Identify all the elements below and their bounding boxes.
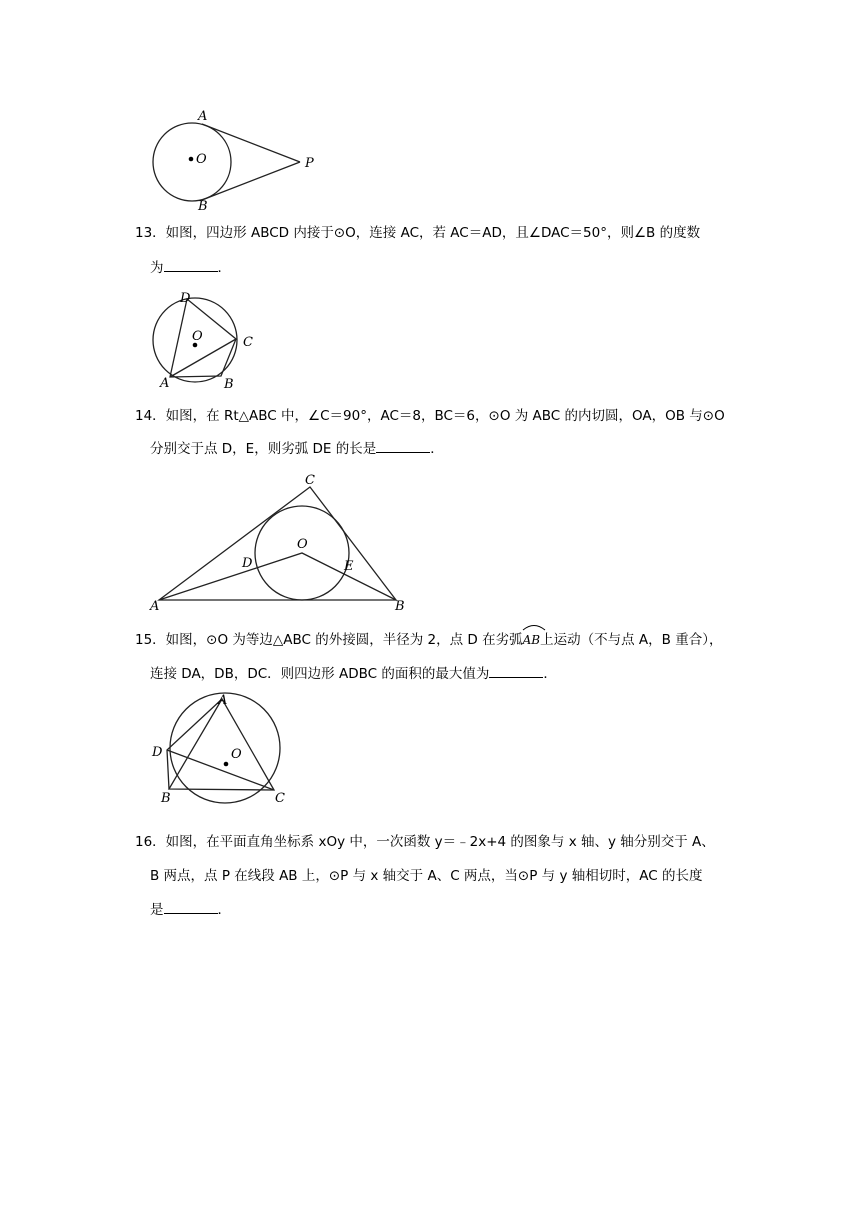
arc-ab-label: AB [522, 633, 541, 647]
label-a: A [150, 599, 160, 614]
q14-suffix: ． [430, 441, 444, 457]
label-o: O [192, 329, 203, 344]
q16-suffix: ． [217, 902, 231, 918]
question-14-line1: 14．如图，在 Rt△ABC 中，∠C＝90°，AC＝8，BC＝6，⊙O 为 ABC 的内切圆，OA，OB 与⊙O [135, 408, 725, 424]
tangent-figure [140, 105, 330, 215]
arc-mark-icon [522, 623, 546, 631]
cyclic-quadrilateral-figure [150, 290, 265, 390]
answer-blank[interactable] [376, 438, 430, 453]
label-b: B [161, 791, 171, 806]
label-a: A [218, 693, 228, 708]
label-o: O [196, 152, 207, 167]
answer-blank[interactable] [164, 257, 218, 272]
label-b: B [224, 377, 234, 392]
center-dot [189, 157, 194, 162]
label-p: P [305, 156, 314, 171]
q15-text-b: 上运动（不与点 A，B 重合）， [540, 632, 723, 648]
triangle-abc [159, 487, 396, 600]
label-b: B [198, 199, 208, 214]
label-o: O [231, 747, 242, 762]
question-15-line2 [150, 663, 557, 685]
tangent-pb [202, 162, 300, 200]
q15-prefix: 连接 DA，DB，DC．则四边形 ADBC 的面积的最大值为 [150, 666, 490, 682]
q15-text-a: 15．如图，⊙O 为等边△ABC 的外接圆，半径为 2，点 D 在劣弧 [135, 632, 523, 648]
question-13-line1: 13．如图，四边形 ABCD 内接于⊙O，连接 AC，若 AC＝AD，且∠DAC＝50°，则∠B 的度数 [135, 225, 701, 241]
question-13-line2 [150, 257, 231, 279]
circle-o [153, 123, 231, 201]
label-c: C [275, 791, 285, 806]
question-16-line2: B 两点，点 P 在线段 AB 上，⊙P 与 x 轴交于 A、C 两点，当⊙P 与 y 轴相切时，AC 的长度 [150, 868, 703, 884]
question-15-line1 [135, 629, 722, 651]
diagonal-ac [170, 339, 236, 377]
label-e: E [344, 559, 354, 574]
label-d: D [180, 291, 191, 306]
q16-prefix: 是 [150, 902, 164, 918]
center-dot [224, 762, 229, 767]
answer-blank[interactable] [164, 899, 218, 914]
q13-prefix: 为 [150, 260, 164, 276]
q13-suffix: ． [217, 260, 231, 276]
triangle-abc [169, 699, 274, 790]
label-o: O [297, 537, 308, 552]
question-16-line1: 16．如图，在平面直角坐标系 xOy 中，一次函数 y＝﹣2x+4 的图象与 x 轴、y 轴分别交于 A、 [135, 834, 715, 850]
circumcircle-figure [148, 692, 298, 807]
tangent-pa [202, 124, 300, 162]
label-d: D [242, 556, 253, 571]
q15-suffix: ． [543, 666, 557, 682]
question-16-line3 [150, 899, 231, 921]
label-b: B [395, 599, 405, 614]
label-a: A [198, 109, 208, 124]
q14-prefix: 分别交于点 D，E，则劣弧 DE 的长是 [150, 441, 377, 457]
arc-ab-notation [523, 629, 540, 651]
label-a: A [160, 376, 170, 391]
incircle-triangle-figure [145, 470, 415, 615]
answer-blank[interactable] [489, 663, 543, 678]
quadrilateral-abcd [170, 299, 236, 377]
label-c: C [243, 335, 253, 350]
question-14-line2 [150, 438, 444, 460]
label-c: C [305, 473, 315, 488]
label-d: D [152, 745, 163, 760]
